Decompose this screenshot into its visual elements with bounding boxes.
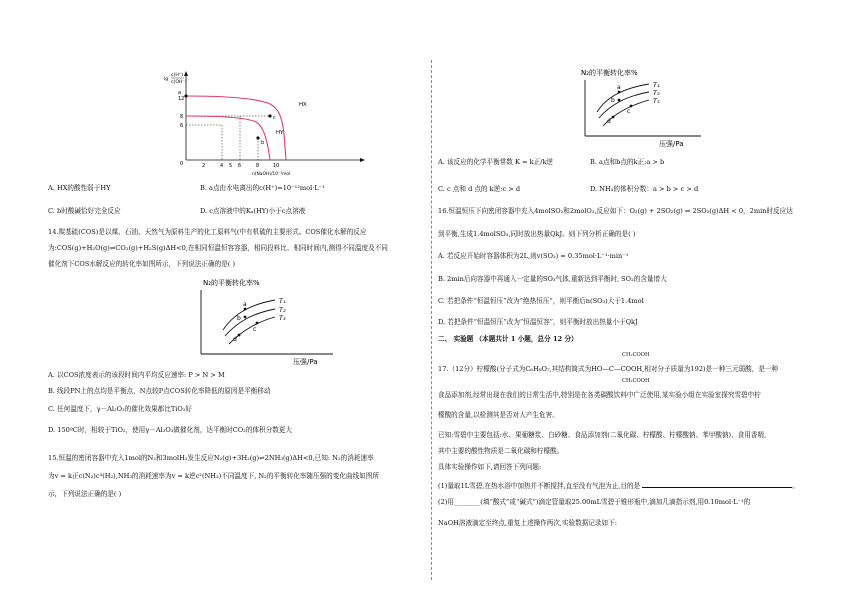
y-tick: 8 (180, 114, 184, 120)
formula-top: CH₂COOH (622, 352, 650, 358)
y-label-den: c(OH⁻) (171, 80, 187, 85)
q16-option-d: D. 若把条件“恒温恒压”改为“恒温恒容”，则平衡时放出热量小于QkJ (438, 318, 638, 326)
q14-stem-line: 为:COS(g)+H₂O(g)⇌CO₂(g)+H₂S(g)ΔH<0,在相同恒温恒容容器，相同投料比、相同时间内,测得不同温度及不同 (48, 244, 388, 252)
q14-option-d: D. 150ºC时，相较于TiO₂，使用γ－Al₂O₃做催化剂，达平衡时CO₂的体积分数更大 (48, 426, 292, 434)
q17-line: 已知:雪碧中主要包括:水、果葡糖浆、白砂糖、食品添加剂(二氧化碳、柠檬酸、柠檬酸钠、苯甲酸钠)、食用香精, (438, 431, 767, 439)
curve-label: T₃ (279, 314, 286, 322)
formula-bottom: CH₂COOH (622, 378, 650, 384)
answer-blank[interactable] (642, 481, 792, 488)
y-tick: 6 (180, 123, 184, 129)
q17-line: 其中主要的酸性物质是二氧化碳和柠檬酸。 (438, 447, 564, 455)
q15-stem-line: 15.恒温的密闭容器中充入1mol的N₂和3molH₂发生反应N₂(g)+3H₂(g)⇌2NH₃(g)ΔH<0,已知: N₂的消耗速率 (48, 454, 374, 462)
curve-t2 (599, 92, 649, 118)
curve-label: T₂ (653, 89, 660, 97)
q13-option-c: C. b时酸碱恰好完全反应 (48, 207, 121, 215)
x-tick: 5 (229, 163, 233, 169)
titration-figure (156, 64, 376, 180)
curve-label: T₃ (653, 97, 660, 105)
curve-t2 (225, 309, 275, 336)
point-b-label: b (261, 140, 265, 146)
conversion-figure-q15 (573, 66, 733, 150)
q17-line: 食品添加剂,经常出现在我们的日常生活中,特别是在各类碳酸饮料中广泛使用,某实验小组在实验室探究雪碧中柠 (438, 391, 761, 399)
q17-line: 檬酸的含量,以检测其是否对人产生危害。 (438, 411, 559, 419)
figure-title: N₂的平衡转化率% (203, 279, 260, 287)
q14-option-c: C. 任何温度下，γ－Al₂O₃的催化效果都比TiO₂好 (48, 405, 192, 413)
point-c-marker (268, 114, 271, 117)
q15-stem-line: 为v = k正c(N₂)c³(H₂),NH₃的消耗速率为v = k逆c²(NH₃)不同温度下, N₂的平衡转化率随压强的变化曲线如图所 (48, 472, 379, 480)
q13-option-b: B. a点由水电离出的c(H⁺)=10⁻¹²mol·L⁻¹ (200, 184, 325, 192)
point-label: a (243, 301, 247, 308)
point-b-marker (256, 136, 259, 139)
conversion-figure-q14 (183, 276, 343, 368)
q14-stem-line: 催化剂下COS水解反应的转化率如图所示，下列说法正确的是( ) (48, 260, 236, 268)
hy-label: HY (276, 130, 284, 136)
column-divider (431, 60, 432, 580)
x-axis-label: 压强/Pa (659, 140, 684, 148)
q16-stem-line: 到平衡,生成1.4molSO₃,同时放出热量QkJ。则下列分析正确的是( ) (438, 230, 636, 238)
q13-option-a: A. HX的酸性弱于HY (48, 184, 111, 192)
q17-part3: NaOH溶液滴定至终点,重复上述操作两次,实验数据记录如下: (438, 519, 617, 527)
q17-part1-text: (1)量取1L雪碧,在热水浴中加热并不断搅拌,直至没有气泡为止,目的是 (438, 482, 641, 490)
point-a-label: a (178, 90, 182, 96)
point-label: b (237, 315, 241, 322)
point-label: a (617, 84, 621, 91)
q13-option-d: D. c点溶液中的Kₐ(HY)小于c点溶液 (200, 207, 306, 215)
point-label: c (627, 108, 631, 115)
curve-t1 (223, 300, 275, 330)
q17-line: 具体实验操作如下,请回答下列问题: (438, 463, 542, 471)
section-title: 二、 实验题 （本题共计 1 小题，总分 12 分） (438, 335, 578, 343)
y-label-lg: lg (164, 77, 169, 82)
point-label: d (607, 118, 611, 125)
point-label: c (253, 326, 257, 333)
curve-label: T₁ (279, 297, 286, 305)
q14-stem-line: 14.羰基硫(COS)是以煤、石油、天然气为原料生产的化工原料气(中有机硫的主要形式。COS催化水解的反应 (48, 228, 367, 236)
q14-option-a: A. 以COS浓度表示的该段时间内平均反应速率: P > N > M (48, 371, 225, 379)
q15-option-b: B. a点和b点的k正:a > b (590, 158, 665, 166)
x-tick: 10 (273, 163, 280, 169)
x-axis-label: n(NaOH)/10⁻³mol (252, 172, 291, 177)
point-label: d (233, 336, 237, 343)
q15-option-a: A. 该反应的化学平衡常数 K = k正/k逆 (438, 158, 554, 166)
origin-label: 0 (180, 161, 184, 167)
q16-stem-line: 16.恒温恒压下向密闭容器中充入4molSO₂和2molO₂,反应如下：O₂(g) + 2SO₂(g) ⇌ 2SO₃(g)ΔH < 0，2min时反应达 (438, 207, 793, 215)
q15-option-d: D. NH₃的体积分数：a > b > c > d (590, 185, 699, 193)
point-a-marker (184, 94, 187, 97)
x-tick: 6 (238, 163, 242, 169)
x-axis-label: 压强/Pa (293, 358, 318, 366)
q16-option-b: B. 2min后向容器中再通入一定量的SO₃气体,重新达到平衡时, SO₂的含量增大 (438, 275, 667, 283)
x-tick: 8 (256, 163, 260, 169)
q16-option-a: A. 若反应开始时容器体积为2L,则v(SO₃) = 0.35mol·L⁻¹·min⁻¹ (438, 252, 629, 260)
point-c-label: c (273, 115, 276, 121)
q17-part2: (2)用________(填“酸式”或“碱式”)滴定管量取25.00mL雪碧于锥形瓶中,滴加几滴指示剂,用0.10mol·L⁻¹的 (438, 498, 751, 506)
curve-t1 (597, 84, 649, 112)
figure-title: N₂的平衡转化率% (581, 69, 638, 77)
x-tick: 2 (202, 163, 206, 169)
q15-stem-line: 示，下列说法正确的是( ) (48, 490, 122, 498)
point-label: b (611, 97, 615, 104)
q15-option-c: C. c 点和 d 点的 k逆:c > d (438, 185, 521, 193)
q17-part1: (1)量取1L雪碧,在热水浴中加热并不断搅拌,直至没有气泡为止,目的是 。 (438, 482, 799, 490)
q17-line: 17.（12分）柠檬酸(分子式为C₆H₈O₇,其结构简式为HO—C—COOH,相对分子质量为192)是一种三元弱酸，是一种 (438, 365, 779, 373)
curve-label: T₂ (279, 306, 286, 314)
y-tick: 12 (178, 96, 185, 102)
hx-label: HX (299, 102, 307, 108)
q14-option-b: B. 线段PN上的点均是平衡点，N点较P点COS转化率降低的原因是平衡移动 (48, 387, 271, 395)
q16-option-c: C. 若把条件“恒温恒压”改为“绝热恒压”，则平衡后n(SO₃)大于1.4mol (438, 297, 644, 305)
curve-label: T₁ (653, 81, 660, 89)
x-tick: 4 (220, 163, 224, 169)
hx-curve (186, 96, 286, 160)
y-label-num: c(H⁺) (171, 73, 183, 78)
